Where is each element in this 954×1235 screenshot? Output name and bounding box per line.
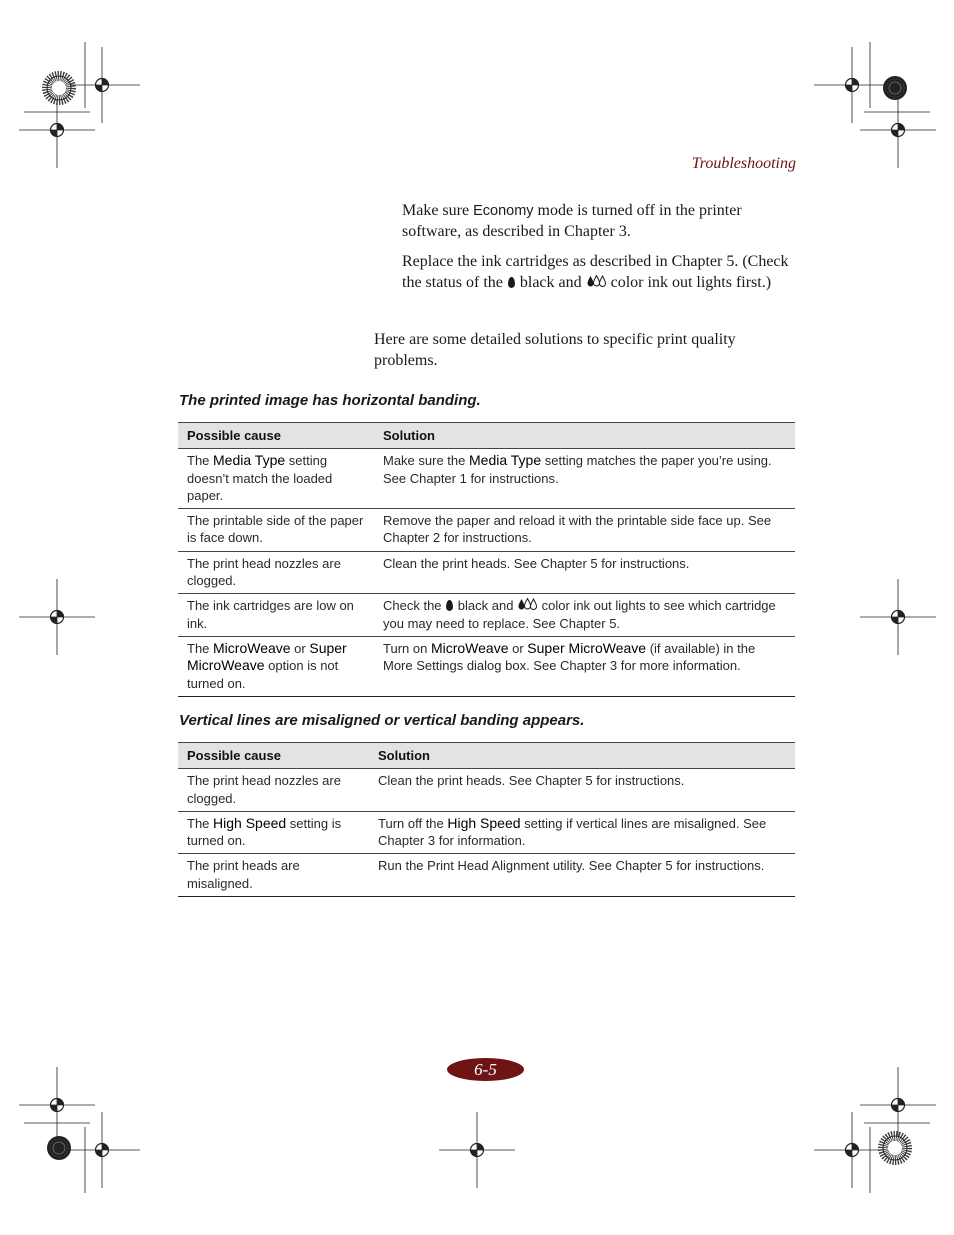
setting-name-microweave: MicroWeave [213,639,291,656]
table-row [178,769,795,812]
setting-name-media-type: Media Type [469,452,542,469]
table-header-row [178,423,795,449]
possible-cause-cell: The print head nozzles are clogged. [178,769,369,812]
table-row [178,551,795,594]
black-ink-drop-icon [446,600,453,611]
section-title-vertical-misalignment: Vertical lines are misaligned or vertical banding appears. [179,712,585,729]
solution-cell: Make sure the Media Type setting matches the paper you’re using. See Chapter 1 for instructions. [374,449,795,509]
section-title-horizontal-banding: The printed image has horizontal banding. [179,392,481,409]
possible-cause-cell: The MicroWeave or Super MicroWeave option is not turned on. [178,636,374,696]
possible-cause-cell: The printable side of the paper is face down. [178,509,374,552]
table-row [178,636,795,696]
term-economy: Economy [473,203,534,219]
table-row [178,854,795,897]
solution-cell: Clean the print heads. See Chapter 5 for instructions. [369,769,795,812]
page-number: 6-5 [474,1059,497,1079]
possible-cause-cell: The print heads are misaligned. [178,854,369,897]
setting-name-high-speed: High Speed [213,814,287,831]
table-row [178,509,795,552]
solution-cell: Check the black and color ink out lights to see which cartridge you may need to replace. See Chapter 5. [374,594,795,637]
possible-cause-cell: The ink cartridges are low on ink. [178,594,374,637]
color-ink-drops-icon [587,275,606,288]
color-ink-drops-icon [518,598,537,611]
column-header-solution: Solution [374,423,795,449]
solution-cell: Run the Print Head Alignment utility. See Chapter 5 for instructions. [369,854,795,897]
paragraph-economy-mode: Make sure Economy mode is turned off in the printer software, as described in Chapter 3. [402,202,742,240]
table-header-row [178,743,795,769]
possible-cause-cell: The print head nozzles are clogged. [178,551,374,594]
solution-cell: Turn off the High Speed setting if vertical lines are misaligned. See Chapter 3 for information. [369,811,795,854]
solution-cell: Remove the paper and reload it with the printable side face up. See Chapter 2 for instructions. [374,509,795,552]
paragraph-detailed-solutions: Here are some detailed solutions to specific print quality problems. [374,331,736,369]
vertical-misalignment-table [178,742,795,897]
horizontal-banding-table [178,422,795,697]
paragraph-replace-cartridges: Replace the ink cartridges as described in Chapter 5. (Check the status of the black and color ink out lights first.) [402,253,789,291]
table-row [178,811,795,854]
column-header-possible-cause: Possible cause [178,743,369,769]
setting-name-media-type: Media Type [213,452,286,469]
possible-cause-cell: The High Speed setting is turned on. [178,811,369,854]
column-header-possible-cause: Possible cause [178,423,374,449]
page-number-badge [447,1058,524,1081]
table-row [178,594,795,637]
setting-name-super-microweave: Super MicroWeave [527,639,647,656]
setting-name-microweave: MicroWeave [430,639,509,656]
table-row [178,449,795,509]
running-head: Troubleshooting [691,155,796,172]
setting-name-super-microweave: Super MicroWeave [187,639,347,674]
possible-cause-cell: The Media Type setting doesn’t match the loaded paper. [178,449,374,509]
black-ink-drop-icon [508,277,515,288]
solution-cell: Clean the print heads. See Chapter 5 for instructions. [374,551,795,594]
column-header-solution: Solution [369,743,795,769]
setting-name-high-speed: High Speed [447,814,521,831]
solution-cell: Turn on MicroWeave or Super MicroWeave (if available) in the More Settings dialog box. See Chapter 3 for more information. [374,636,795,696]
